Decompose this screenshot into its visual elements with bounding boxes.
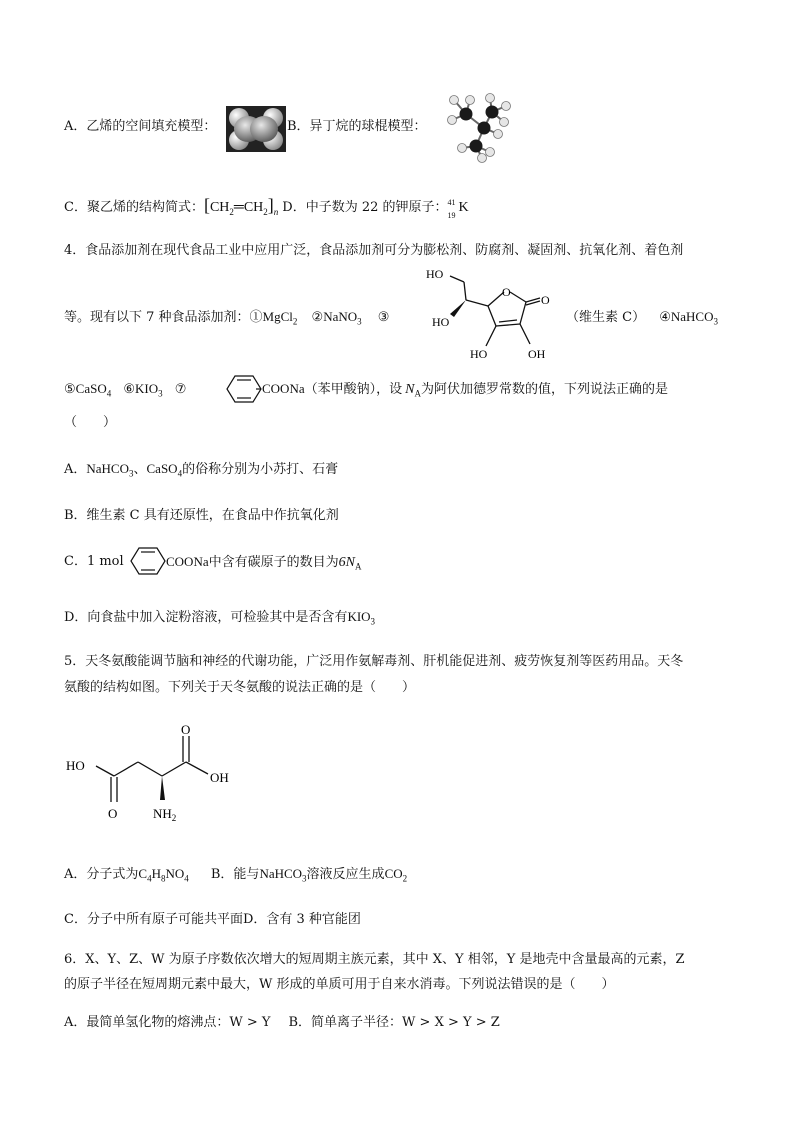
kio3-formula: [135, 381, 163, 399]
q4-option-c: [64, 553, 124, 571]
q4-option-a-nahco3: [86, 461, 134, 479]
na-symbol: N: [405, 382, 415, 397]
co2-sub: 2: [402, 873, 408, 884]
nh2-base: NH: [153, 806, 172, 821]
q6-option-ab: [64, 1014, 500, 1032]
q4d-kio3-base: KIO: [347, 609, 371, 624]
isobutane-ball-stick-model: [438, 92, 514, 164]
q6-option-a: A．最简单氢化物的熔沸点：W > Y: [64, 1015, 271, 1030]
q5-option-b-text: 溶液反应生成: [306, 867, 385, 882]
aspartic-ho: HO: [66, 758, 85, 773]
coona-label: COONa: [262, 381, 305, 396]
q4-option-a-sep: 、: [133, 462, 147, 477]
formula-right-bracket: ]: [267, 195, 274, 215]
vitc-oh-bottom-right: OH: [528, 347, 546, 361]
q4-line-2-right: [566, 308, 718, 331]
benzene-ring-icon: [226, 374, 262, 404]
q3-option-b-text: B．异丁烷的球棍模型：: [287, 119, 427, 134]
vitc-ho-left: HO: [432, 315, 450, 329]
mgcl2-base: MgCl: [262, 309, 293, 324]
polyethylene-formula: [203, 195, 279, 217]
mgcl2-sub: 2: [292, 316, 298, 327]
mf-c: C: [138, 866, 148, 881]
q5b-nahco3-base: NaHCO: [259, 866, 303, 881]
aspartic-wedge-bond: [160, 776, 165, 800]
vitc-note: （维生素 C）: [566, 310, 646, 325]
item-4-marker: ④: [659, 310, 671, 325]
nahco3-formula: [670, 309, 718, 327]
mf-no: NO: [165, 866, 185, 881]
q5-option-c: C．分子中所有原子可能共平面: [64, 912, 243, 927]
q4-option-c-na-sub: A: [354, 561, 362, 572]
item-3-marker: ③: [377, 310, 390, 325]
vitamin-c-structure: [424, 262, 564, 366]
q4-line-2: [64, 308, 389, 331]
q4-option-a-caso4: [146, 461, 183, 479]
kio3-sub: 3: [158, 388, 163, 399]
q4-option-d: [64, 608, 375, 631]
q4a-caso4-base: CaSO: [146, 461, 178, 476]
vitc-wedge-bond: [450, 300, 466, 317]
q4-answer-paren: （ ）: [64, 415, 117, 430]
formula-sub-a: 2: [229, 206, 234, 217]
caso4-base: CaSO: [75, 381, 107, 396]
q3-option-c-line: [64, 196, 472, 221]
co2-base: CO: [384, 866, 403, 881]
q5-line-1: 5．天冬氨酸能调节脑和神经的代谢功能，广泛用作氨解毒剂、肝机能促进剂、疲劳恢复剂等医药用品。天冬: [64, 654, 684, 669]
aspartic-o-left: O: [108, 806, 118, 821]
q4-line-3-right: [262, 380, 668, 403]
na-subscript: A: [414, 388, 421, 399]
q3-option-b-line: [287, 118, 427, 136]
q4d-kio3-sub: 3: [370, 616, 376, 627]
mf-c-sub: 4: [147, 873, 152, 884]
q4-line-3-tail: 为阿伏加德罗常数的值，下列说法正确的是: [420, 382, 668, 397]
nahco3-base: NaHCO: [670, 309, 714, 324]
formula-ch2-b: CH: [243, 200, 264, 215]
mf-no-sub: 4: [184, 873, 189, 884]
q4a-nahco3-sub: 3: [129, 468, 134, 479]
q4-option-c-coona: COONa: [166, 554, 209, 569]
aspartic-o-top: O: [181, 722, 191, 737]
q4-option-d-text: D．向食盐中加入淀粉溶液，可检验其中是否含有: [64, 610, 348, 625]
q4-option-c-right: [166, 553, 361, 576]
q4-option-b: B．维生素 C 具有还原性，在食品中作抗氧化剂: [64, 508, 339, 523]
q4-option-a: [64, 460, 338, 483]
nuclide-atomic: 19: [447, 210, 456, 220]
nuclide-mass: 41: [447, 197, 456, 207]
formula-ch2-a: CH: [209, 200, 230, 215]
q4-line-2-lead: 等。现有以下 7 种食品添加剂：①: [64, 310, 263, 325]
vitc-o-ring: O: [502, 285, 511, 299]
benzene-ring-icon-2: [130, 546, 166, 576]
q6-line-2: 的原子半径在短周期元素中最大，W 形成的单质可用于自来水消毒。下列说法错误的是（ ）: [64, 977, 615, 992]
mgcl2-formula: [262, 309, 298, 327]
q4a-caso4-sub: 4: [177, 468, 183, 479]
nuclide-symbol: K: [458, 199, 469, 215]
q5-option-ab: [64, 865, 407, 888]
mf-h: H: [151, 866, 161, 881]
q4-option-c-text: 中含有碳原子的数目为: [208, 555, 339, 570]
q6-line-1: 6．X、Y、Z、W 为原子序数依次增大的短周期主族元素，其中 X、Y 相邻，Y 是地壳中含量最高的元素，Z: [64, 952, 685, 967]
q4-option-c-six: 6: [338, 555, 346, 570]
q4-line-3: [64, 380, 186, 403]
q4a-nahco3-base: NaHCO: [86, 461, 129, 476]
q5-option-b-nahco3: [259, 866, 307, 884]
q3-option-a-text: A．乙烯的空间填充模型：: [64, 119, 217, 134]
potassium-nuclide: [447, 197, 472, 220]
q5-option-a-text: A．分子式为: [64, 867, 139, 882]
nano3-sub: 3: [357, 316, 362, 327]
nano3-formula: [323, 309, 362, 327]
item-6-marker: ⑥: [123, 382, 136, 397]
aspartic-nh2: [153, 806, 176, 823]
formula-left-bracket: [: [203, 195, 210, 215]
nano3-base: NaNO: [323, 309, 358, 324]
q4-option-d-kio3: [347, 609, 376, 627]
q5-option-b-co2: [384, 866, 408, 884]
q6-option-b: B．简单离子半径：W > X > Y > Z: [288, 1015, 500, 1030]
nahco3-sub: 3: [713, 316, 718, 327]
q4-option-c-na: N: [345, 555, 355, 570]
q5-option-cd: [64, 911, 361, 929]
item-5-marker: ⑤: [64, 382, 76, 397]
q4-line-1: 4．食品添加剂在现代食品工业中应用广泛，食品添加剂可分为膨松剂、防腐剂、凝固剂、抗氧化剂、着色剂: [64, 243, 684, 258]
q4-option-a-label: A．: [64, 462, 87, 477]
item-2-marker: ②: [311, 310, 324, 325]
ethylene-space-filling-model: [226, 106, 286, 152]
nh2-sub: 2: [171, 813, 177, 823]
q4-option-a-text: 的俗称分别为小苏打、石膏: [182, 462, 339, 477]
q3-option-c-text: C．聚乙烯的结构简式：: [64, 200, 204, 215]
formula-sub-b: 2: [263, 206, 268, 217]
q5b-nahco3-sub: 3: [302, 873, 307, 884]
vitc-ho-top: HO: [426, 267, 444, 281]
vitc-o-carbonyl: O: [541, 293, 550, 307]
caso4-sub: 4: [106, 388, 112, 399]
q5-option-d: D．含有 3 种官能团: [242, 912, 361, 927]
q5-line-2: 氨酸的结构如图。下列关于天冬氨酸的说法正确的是（ ）: [64, 680, 416, 695]
formula-n: n: [273, 206, 279, 217]
aspartic-acid-structure: [62, 722, 252, 826]
benzoate-note: （苯甲酸钠），设: [304, 382, 403, 397]
aspartic-oh: OH: [210, 770, 229, 785]
q5-molecular-formula: [138, 866, 189, 884]
q4-option-c-label: C．1 mol: [64, 554, 124, 569]
vitc-ho-bottom-left: HO: [470, 347, 488, 361]
caso4-formula: [75, 381, 112, 399]
item-7-marker: ⑦: [174, 382, 187, 397]
q3-option-a-line: [64, 118, 216, 136]
formula-double-bond: ═: [233, 200, 244, 215]
mf-h-sub: 8: [160, 873, 166, 884]
q5-option-b-label: B．能与: [210, 867, 260, 882]
q3-option-d-text: D．中子数为 22 的钾原子：: [282, 200, 448, 215]
kio3-base: KIO: [135, 381, 159, 396]
